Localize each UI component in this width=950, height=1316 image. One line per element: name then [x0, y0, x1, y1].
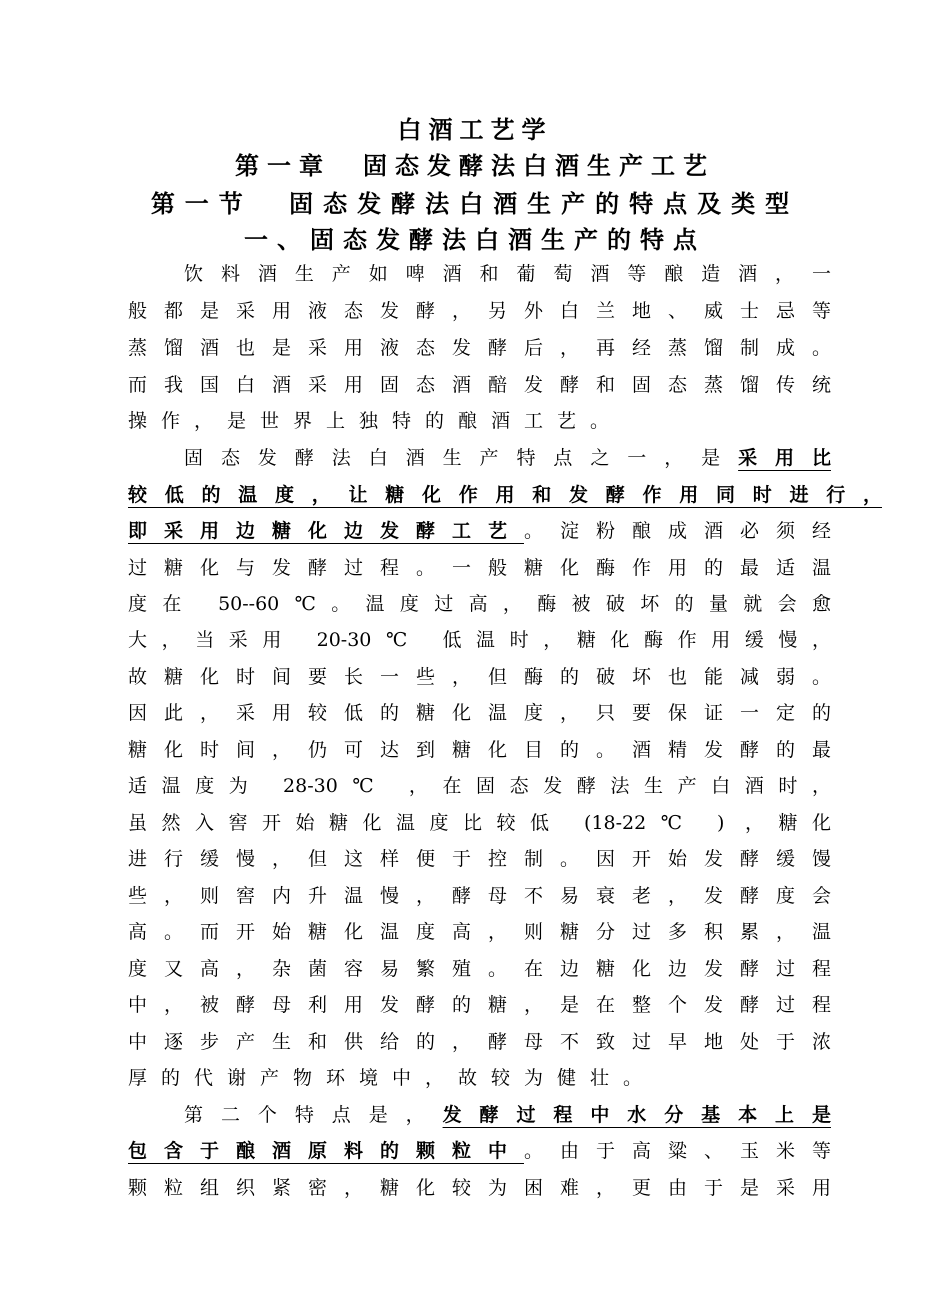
paragraph-2-line: 高。而开始糖化温度高，则糖分过多积累，温 — [128, 921, 831, 943]
paragraph-2-line: 进行缓慢，但这样便于控制。因开始发酵缓馒 — [128, 848, 831, 870]
emphasis-text: 采用比 — [738, 447, 831, 469]
paragraph-2-line: 故糖化时间要长一些，但酶的破坏也能减弱。 — [128, 666, 831, 688]
paragraph-2-line: 虽然入窖开始糖化温度比较低 (18-22℃ ) ，糖化 — [128, 812, 831, 834]
paragraph-2-line: 糖化时间，仍可达到糖化目的。酒精发酵的最 — [128, 739, 831, 761]
paragraph-2-line — [184, 440, 831, 476]
paragraph-2-line: 些，则窖内升温慢，酵母不易衰老，发酵度会 — [128, 885, 831, 907]
paragraph-3-line — [128, 1133, 831, 1169]
paragraph-2-line — [128, 513, 831, 549]
paragraph-3-line — [184, 1097, 831, 1133]
paragraph-1-line: 般都是采用液态发酵，另外白兰地、威士忌等 — [128, 300, 831, 322]
section-heading: 第一节 固态发酵法白酒生产的特点及类型 — [150, 190, 800, 218]
paragraph-1-line: 操作，是世界上独特的酿酒工艺。 — [128, 410, 624, 432]
paragraph-1-line: 蒸馏酒也是采用液态发酵后，再经蒸馏制成。 — [128, 337, 831, 359]
book-title: 白酒工艺学 — [397, 116, 553, 144]
emphasis-text: 发酵过程中水分基本上是 — [442, 1104, 831, 1126]
subsection-heading: 一、固态发酵法白酒生产的特点 — [244, 226, 706, 254]
paragraph-2-line: 中，被酵母利用发酵的糖，是在整个发酵过程 — [128, 994, 831, 1016]
paragraph-3-line: 颗粒组织紧密，糖化较为困难，更由于是采用 — [128, 1177, 831, 1199]
paragraph-2-line: 厚的代谢产物环境中，故较为健壮。 — [128, 1067, 657, 1089]
paragraph-1-line: 饮料酒生产如啤酒和葡萄酒等酿造酒，一 — [184, 263, 831, 285]
plain-text: 。淀粉酿成酒必须经 — [523, 520, 831, 542]
paragraph-2-line: 度在 50--60℃。温度过高，酶被破坏的量就会愈 — [128, 593, 831, 615]
paragraph-1-line: 而我国白酒采用固态酒醅发酵和固态蒸馏传统 — [128, 374, 831, 396]
paragraph-2-line: 度又高，杂菌容易繁殖。在边糖化边发酵过程 — [128, 958, 831, 980]
emphasis-text: 包含于酿酒原料的颗粒中 — [128, 1140, 524, 1162]
emphasis-text: 即采用边糖化边发酵工艺 — [128, 520, 524, 542]
paragraph-2-line: 中逐步产生和供给的，酵母不致过早地处于浓 — [128, 1031, 831, 1053]
paragraph-2-line: 大，当采用 20-30℃ 低温时，糖化酶作用缓慢， — [128, 629, 831, 651]
plain-text: 。由于高粱、玉米等 — [523, 1140, 831, 1162]
paragraph-2-line: 因此，采用较低的糖化温度，只要保证一定的 — [128, 702, 831, 724]
plain-text: 固态发酵法白酒生产特点之一，是 — [184, 447, 739, 469]
chapter-heading: 第一章 固态发酵法白酒生产工艺 — [235, 152, 715, 180]
paragraph-2-line: 适温度为 28-30℃ ，在固态发酵法生产白酒时， — [128, 775, 831, 797]
emphasis-line: 较低的温度，让糖化作用和发酵作用同时进行， — [128, 484, 882, 506]
paragraph-2-line: 过糖化与发酵过程。一般糖化酶作用的最适温 — [128, 557, 831, 579]
plain-text: 第二个特点是， — [184, 1104, 443, 1126]
